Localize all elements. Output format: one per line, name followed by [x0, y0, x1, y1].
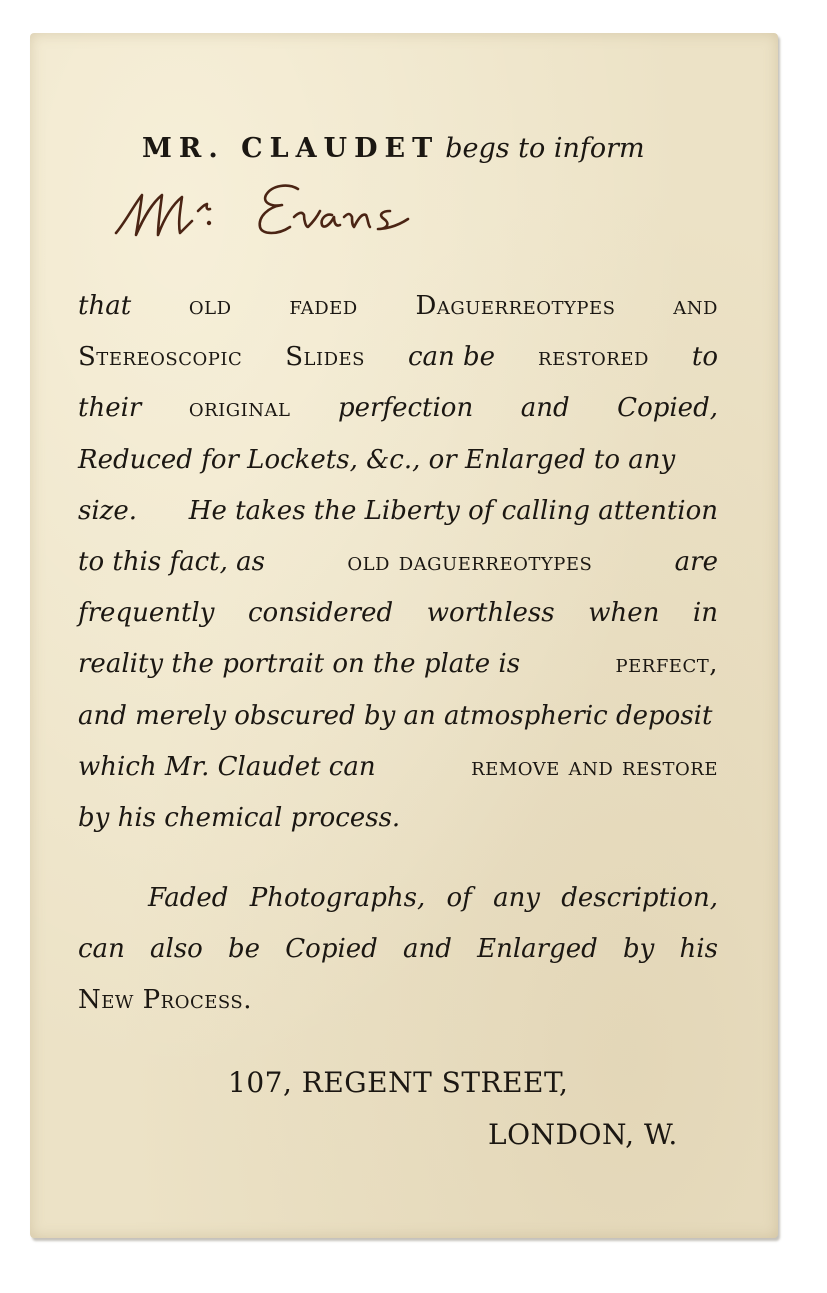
text-segment: Enlarged: [477, 934, 598, 965]
text-line: [148, 883, 718, 923]
text-line: [78, 985, 718, 1025]
text-segment: old daguerreotypes: [347, 547, 593, 577]
text-line: [78, 445, 718, 485]
text-segment: He takes the Liberty of calling attention: [188, 495, 718, 526]
text-line: [78, 598, 718, 638]
text-segment: in: [692, 598, 718, 629]
text-segment: and: [520, 393, 570, 424]
text-segment: perfect,: [615, 649, 718, 680]
text-segment: old: [188, 291, 232, 321]
text-segment: and merely obscured by an atmospheric deposit: [78, 700, 713, 731]
text-segment: perfection: [338, 393, 474, 424]
text-line: [78, 393, 718, 433]
text-line: [78, 291, 718, 331]
text-segment: and: [673, 291, 718, 321]
text-segment: Photographs,: [249, 883, 426, 913]
text-segment: which Mr. Claudet can: [78, 751, 376, 782]
text-segment: to this fact, as: [78, 547, 265, 577]
text-line: [78, 649, 718, 689]
text-segment: when: [588, 598, 660, 629]
text-segment: Slides: [285, 342, 365, 373]
text-segment: worthless: [426, 598, 555, 629]
text-segment: Stereoscopic: [78, 342, 243, 373]
text-segment: original: [188, 393, 291, 424]
text-segment: remove and restore: [471, 751, 718, 782]
text-line: [78, 342, 718, 382]
text-segment: can: [78, 934, 125, 965]
text-line: [78, 752, 718, 792]
text-segment: New Process.: [78, 985, 252, 1016]
text-segment: faded: [289, 291, 358, 321]
text-line: [78, 496, 718, 536]
address-street: 107, REGENT STREET,: [228, 1066, 569, 1099]
text-line: [78, 701, 718, 741]
text-segment: can be: [407, 342, 496, 373]
text-segment: restored: [538, 342, 649, 373]
text-segment: are: [674, 547, 718, 577]
text-segment: of: [446, 883, 472, 913]
carte-de-visite-card: [30, 33, 778, 1238]
text-segment: and: [403, 934, 452, 965]
handwritten-name-signature: [112, 171, 472, 251]
text-segment: description,: [561, 883, 718, 913]
text-segment: to: [691, 342, 718, 373]
text-segment: by: [622, 934, 655, 965]
text-segment: size.: [78, 495, 138, 526]
text-segment: Faded: [148, 883, 229, 913]
card-header: [142, 133, 645, 164]
text-segment: by his chemical process.: [78, 803, 401, 833]
text-line: [78, 803, 718, 843]
text-segment: reality the portrait on the plate is: [78, 649, 521, 680]
text-segment: Reduced for Lockets, &c., or Enlarged to any: [78, 444, 676, 475]
header-tail: begs to inform: [445, 133, 645, 164]
text-segment: considered: [248, 598, 394, 629]
text-segment: Copied,: [617, 393, 718, 424]
text-line: [78, 934, 718, 974]
text-segment: that: [78, 291, 132, 321]
text-segment: his: [679, 934, 718, 965]
text-line: [78, 547, 718, 587]
text-segment: any: [493, 883, 540, 913]
text-segment: also: [150, 934, 203, 965]
text-segment: be: [228, 934, 261, 965]
text-segment: frequently: [78, 598, 215, 629]
address-city: LONDON, W.: [488, 1118, 678, 1151]
text-segment: their: [78, 393, 142, 424]
text-segment: Daguerreotypes: [415, 291, 616, 321]
header-name: MR. CLAUDET: [142, 133, 440, 164]
text-segment: Copied: [285, 934, 378, 965]
